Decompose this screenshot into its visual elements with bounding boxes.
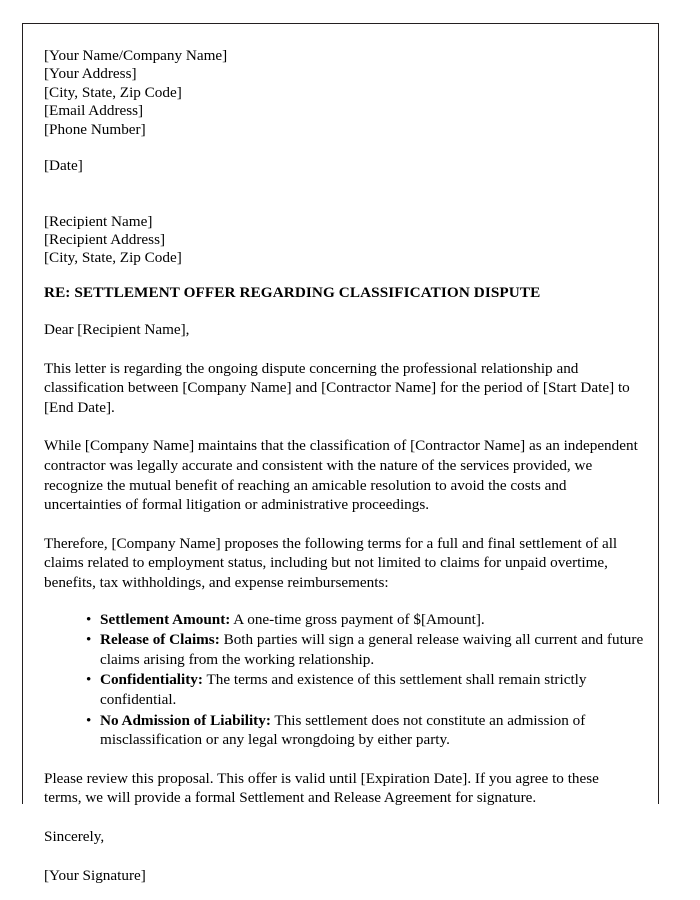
body-paragraph-3: Therefore, [Company Name] proposes the following terms for a full and final settlement of all claims related to employment status, including but not limited to claims for unpaid overtime, benefits, tax withholdings, and expense reimbursements: — [44, 534, 618, 591]
sender-address-block — [44, 47, 639, 139]
letter-document — [22, 23, 659, 885]
recipient-city-line: [City, State, Zip Code] — [44, 249, 182, 267]
term-text: The terms and existence of this settlement shall remain strictly confidential. — [100, 671, 587, 708]
recipient-name-line: [Recipient Name] — [44, 212, 153, 230]
list-item — [86, 670, 656, 709]
date-line: [Date] — [44, 157, 83, 175]
recipient-street-line: [Recipient Address] — [44, 231, 166, 249]
sender-street-line: [Your Address] — [44, 65, 137, 83]
salutation-line: Dear [Recipient Name], — [44, 321, 190, 339]
subject-line: RE: SETTLEMENT OFFER REGARDING CLASSIFICATION DISPUTE — [44, 283, 541, 301]
list-item — [86, 630, 656, 669]
recipient-address-block — [44, 213, 639, 268]
body-paragraph-2: While [Company Name] maintains that the classification of [Contractor Name] as an independent contractor was legally accurate and consistent with the nature of the services provided, we recognize the mutual benefit of reaching an amicable resolution to avoid the costs and uncertainties of formal litigation or administrative proceedings. — [44, 437, 638, 514]
sender-email-line: [Email Address] — [44, 102, 144, 120]
term-text: Both parties will sign a general release waiving all current and future claims arising from the working relationship. — [100, 631, 644, 668]
date-block — [44, 157, 639, 175]
term-label: No Admission of Liability: — [100, 711, 271, 729]
sender-phone-line: [Phone Number] — [44, 120, 146, 138]
term-label: Confidentiality: — [100, 671, 203, 689]
list-item — [86, 711, 656, 750]
spacer-after-date — [44, 176, 639, 194]
term-text: This settlement does not constitute an admission of misclassification or any legal wrongdoing by either party. — [100, 711, 586, 749]
sender-name-line: [Your Name/Company Name] — [44, 47, 228, 64]
list-item — [86, 610, 656, 630]
signature-placeholder-line: [Your Signature] — [44, 866, 146, 884]
spacer-after-sender — [44, 139, 639, 157]
term-label: Settlement Amount: — [100, 610, 231, 628]
settlement-terms-list — [44, 610, 656, 750]
sign-off-line: Sincerely, — [44, 827, 105, 845]
sender-city-line: [City, State, Zip Code] — [44, 83, 182, 101]
term-label: Release of Claims: — [100, 631, 220, 649]
closing-paragraph: Please review this proposal. This offer is valid until [Expiration Date]. If you agree to these terms, we will provide a formal Settlement and Release Agreement for signature. — [44, 769, 599, 807]
body-paragraph-1: This letter is regarding the ongoing dispute concerning the professional relationship and classification between [Company Name] and [Contractor Name] for the period of [Start Date] to [End Date]. — [44, 359, 630, 416]
term-text: A one-time gross payment of $[Amount]. — [230, 610, 485, 628]
spacer-before-recipient — [44, 194, 639, 212]
